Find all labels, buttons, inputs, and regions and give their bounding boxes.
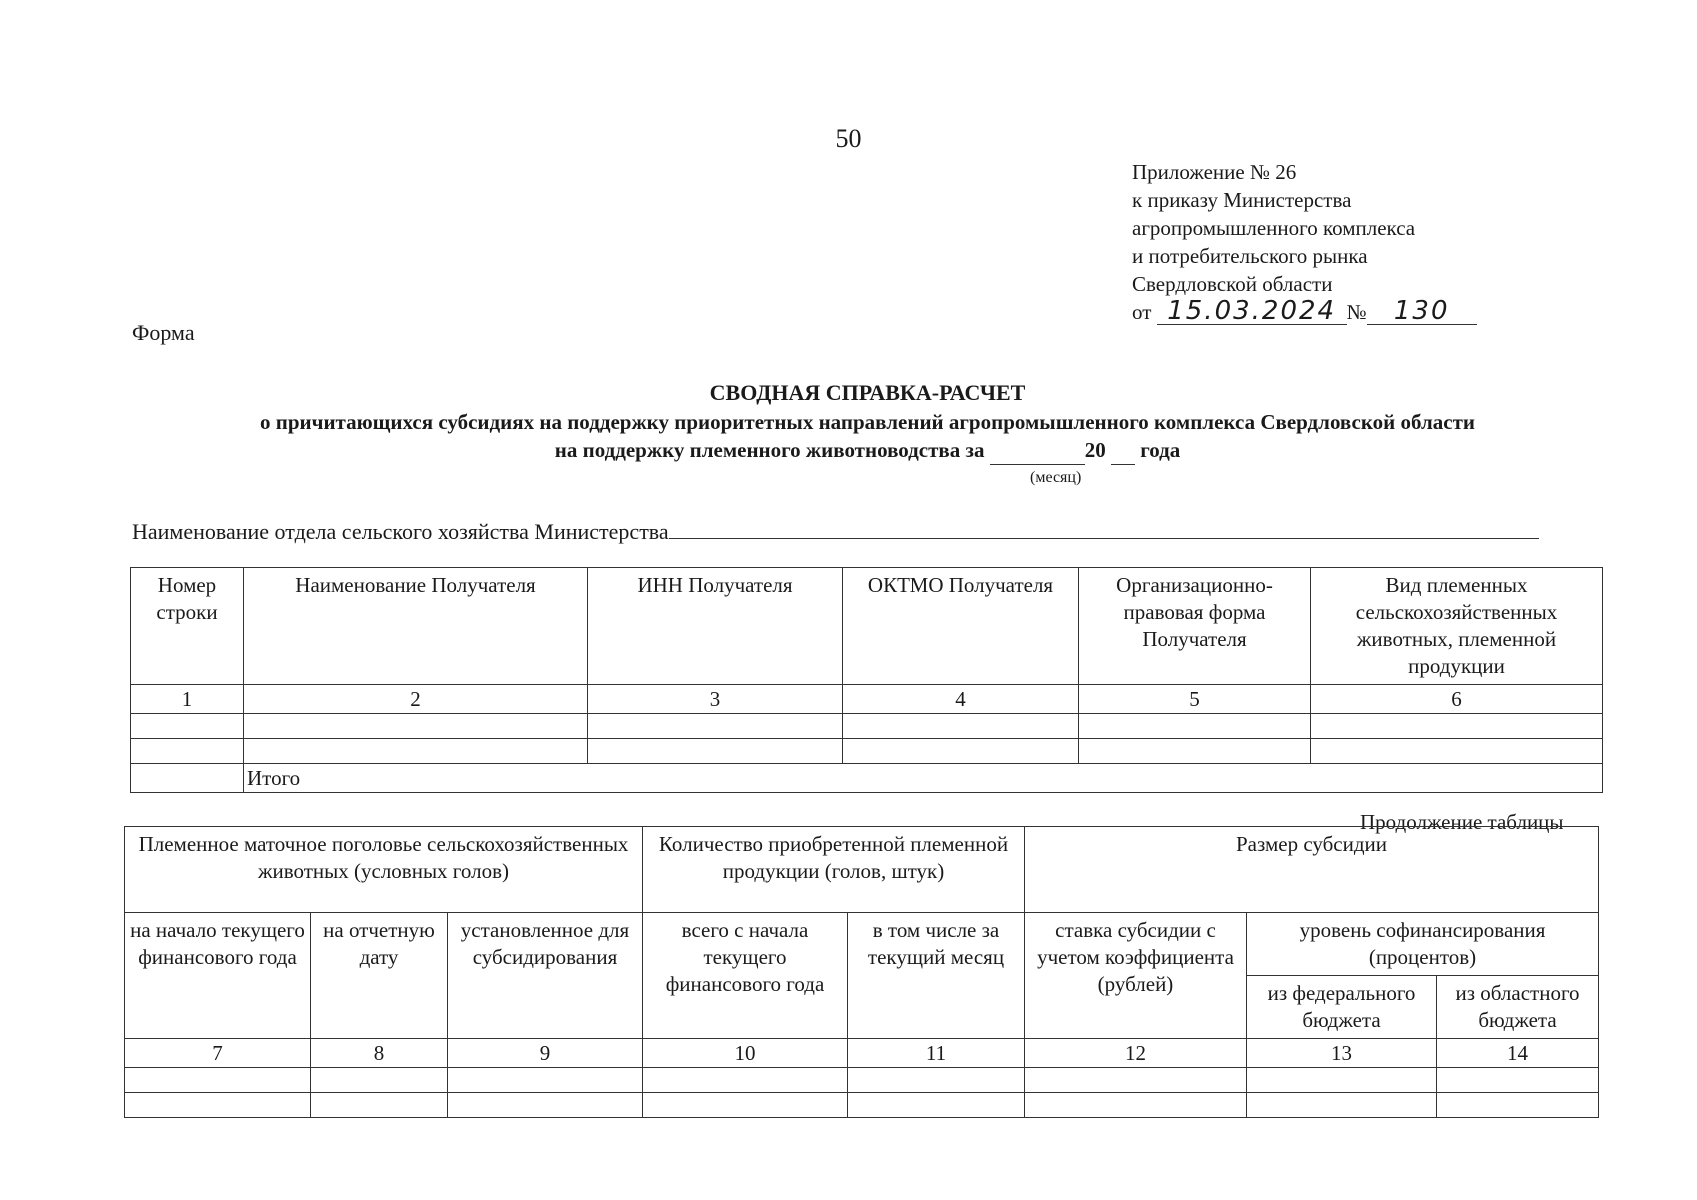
page-number: 50 [835, 124, 862, 153]
header-livestock-group: Племенное маточное поголовье сельскохозяйственных животных (условных голов) [125, 827, 643, 913]
table-cell[interactable] [125, 1093, 311, 1118]
continuation-label: Продолжение таблицы [1360, 810, 1564, 834]
appendix-line: и потребительского рынка [1132, 244, 1368, 268]
appendix-date-line [1132, 298, 1477, 326]
column-number: 9 [448, 1039, 643, 1068]
column-number: 14 [1437, 1039, 1599, 1068]
header-inn: ИНН Получателя [588, 568, 843, 685]
column-number: 13 [1247, 1039, 1437, 1068]
table-cell[interactable] [1025, 1068, 1247, 1093]
table-cell[interactable] [1437, 1068, 1599, 1093]
period-prefix: на поддержку племенного животноводства за [554, 438, 985, 462]
date-prefix: от [1132, 300, 1152, 324]
table-cell[interactable] [848, 1068, 1025, 1093]
handwritten-date: 15.03.2024 [1157, 298, 1347, 325]
table-cell[interactable] [1247, 1093, 1437, 1118]
number-prefix: № [1346, 300, 1367, 324]
table-row [131, 714, 1603, 739]
header-subsidy-group: Размер субсидии [1025, 827, 1599, 913]
table-cell[interactable] [588, 714, 843, 739]
department-label: Наименование отдела сельского хозяйства Министерства [132, 519, 669, 544]
appendix-line: Приложение № 26 [1132, 160, 1297, 184]
header-recipient-name: Наименование Получателя [244, 568, 588, 685]
column-number-row [125, 1039, 1599, 1068]
column-number: 5 [1079, 685, 1311, 714]
appendix-line: Свердловской области [1132, 272, 1333, 296]
recipients-table [130, 567, 1603, 793]
document-subtitle: о причитающихся субсидиях на поддержку приоритетных направлений агропромышленного комплекса Свердловской области [259, 410, 1476, 434]
header-purchased-group: Количество приобретенной племенной продукции (голов, штук) [643, 827, 1025, 913]
table-cell[interactable] [643, 1093, 848, 1118]
appendix-line: агропромышленного комплекса [1132, 216, 1416, 240]
header-legal-form: Организационно-правовая форма Получателя [1079, 568, 1311, 685]
header-established: установленное для субсидирования [448, 913, 643, 1039]
header-federal: из федерального бюджета [1247, 976, 1437, 1039]
total-label: Итого [244, 764, 1603, 793]
column-number: 1 [131, 685, 244, 714]
table-cell[interactable] [448, 1093, 643, 1118]
total-row [131, 764, 1603, 793]
table-header-row [131, 568, 1603, 685]
table-cell[interactable] [588, 739, 843, 764]
table-cell[interactable] [1311, 714, 1603, 739]
header-start-of-year: на начало текущего финансового года [125, 913, 311, 1039]
column-number: 7 [125, 1039, 311, 1068]
year-blank [1111, 436, 1135, 465]
header-cofinancing-group: уровень софинансирования (процентов) [1247, 913, 1599, 976]
table-cell[interactable] [1025, 1093, 1247, 1118]
table-cell[interactable] [131, 714, 244, 739]
table-cell[interactable] [311, 1093, 448, 1118]
subsidy-table [124, 826, 1599, 1118]
table-cell[interactable] [125, 1068, 311, 1093]
document-subtitle-period [0, 436, 1697, 465]
table-cell[interactable] [1079, 739, 1311, 764]
header-regional: из областного бюджета [1437, 976, 1599, 1039]
table-cell[interactable] [843, 714, 1079, 739]
table-cell[interactable] [311, 1068, 448, 1093]
month-hint: (месяц) [1030, 469, 1082, 486]
table-row [125, 1068, 1599, 1093]
table-row [131, 739, 1603, 764]
document-title: СВОДНАЯ СПРАВКА-РАСЧЕТ [709, 380, 1026, 405]
table-cell[interactable] [643, 1068, 848, 1093]
header-report-date: на отчетную дату [311, 913, 448, 1039]
column-number: 8 [311, 1039, 448, 1068]
column-number: 3 [588, 685, 843, 714]
column-number: 12 [1025, 1039, 1247, 1068]
period-suffix: года [1140, 438, 1181, 462]
column-number: 10 [643, 1039, 848, 1068]
table-cell[interactable] [131, 764, 244, 793]
table-cell[interactable] [1079, 714, 1311, 739]
column-number-row [131, 685, 1603, 714]
table-cell[interactable] [848, 1093, 1025, 1118]
appendix-block [1132, 158, 1477, 326]
table-cell[interactable] [843, 739, 1079, 764]
table-cell[interactable] [1437, 1093, 1599, 1118]
table-cell[interactable] [1247, 1068, 1437, 1093]
appendix-line: к приказу Министерства [1132, 188, 1352, 212]
year-prefix: 20 [1084, 438, 1106, 462]
header-row-number: Номер строки [131, 568, 244, 685]
column-number: 11 [848, 1039, 1025, 1068]
header-animal-type: Вид племенных сельскохозяйственных животных, племенной продукции [1311, 568, 1603, 685]
handwritten-number: 130 [1367, 298, 1477, 325]
table-cell[interactable] [131, 739, 244, 764]
table-cell[interactable] [448, 1068, 643, 1093]
header-current-month: в том числе за текущий месяц [848, 913, 1025, 1039]
table-row [125, 1093, 1599, 1118]
month-blank [990, 436, 1085, 465]
header-total-from-start: всего с начала текущего финансового года [643, 913, 848, 1039]
table-group-header-row [125, 827, 1599, 913]
title-block [0, 378, 1697, 465]
header-oktmo: ОКТМО Получателя [843, 568, 1079, 685]
table-header-row [125, 913, 1599, 976]
column-number: 6 [1311, 685, 1603, 714]
form-label: Форма [132, 320, 195, 345]
header-rate: ставка субсидии с учетом коэффициента (рублей) [1025, 913, 1247, 1039]
column-number: 2 [244, 685, 588, 714]
department-blank [669, 518, 1539, 539]
table-cell[interactable] [244, 714, 588, 739]
table-cell[interactable] [1311, 739, 1603, 764]
department-line [132, 518, 1539, 545]
column-number: 4 [843, 685, 1079, 714]
table-cell[interactable] [244, 739, 588, 764]
